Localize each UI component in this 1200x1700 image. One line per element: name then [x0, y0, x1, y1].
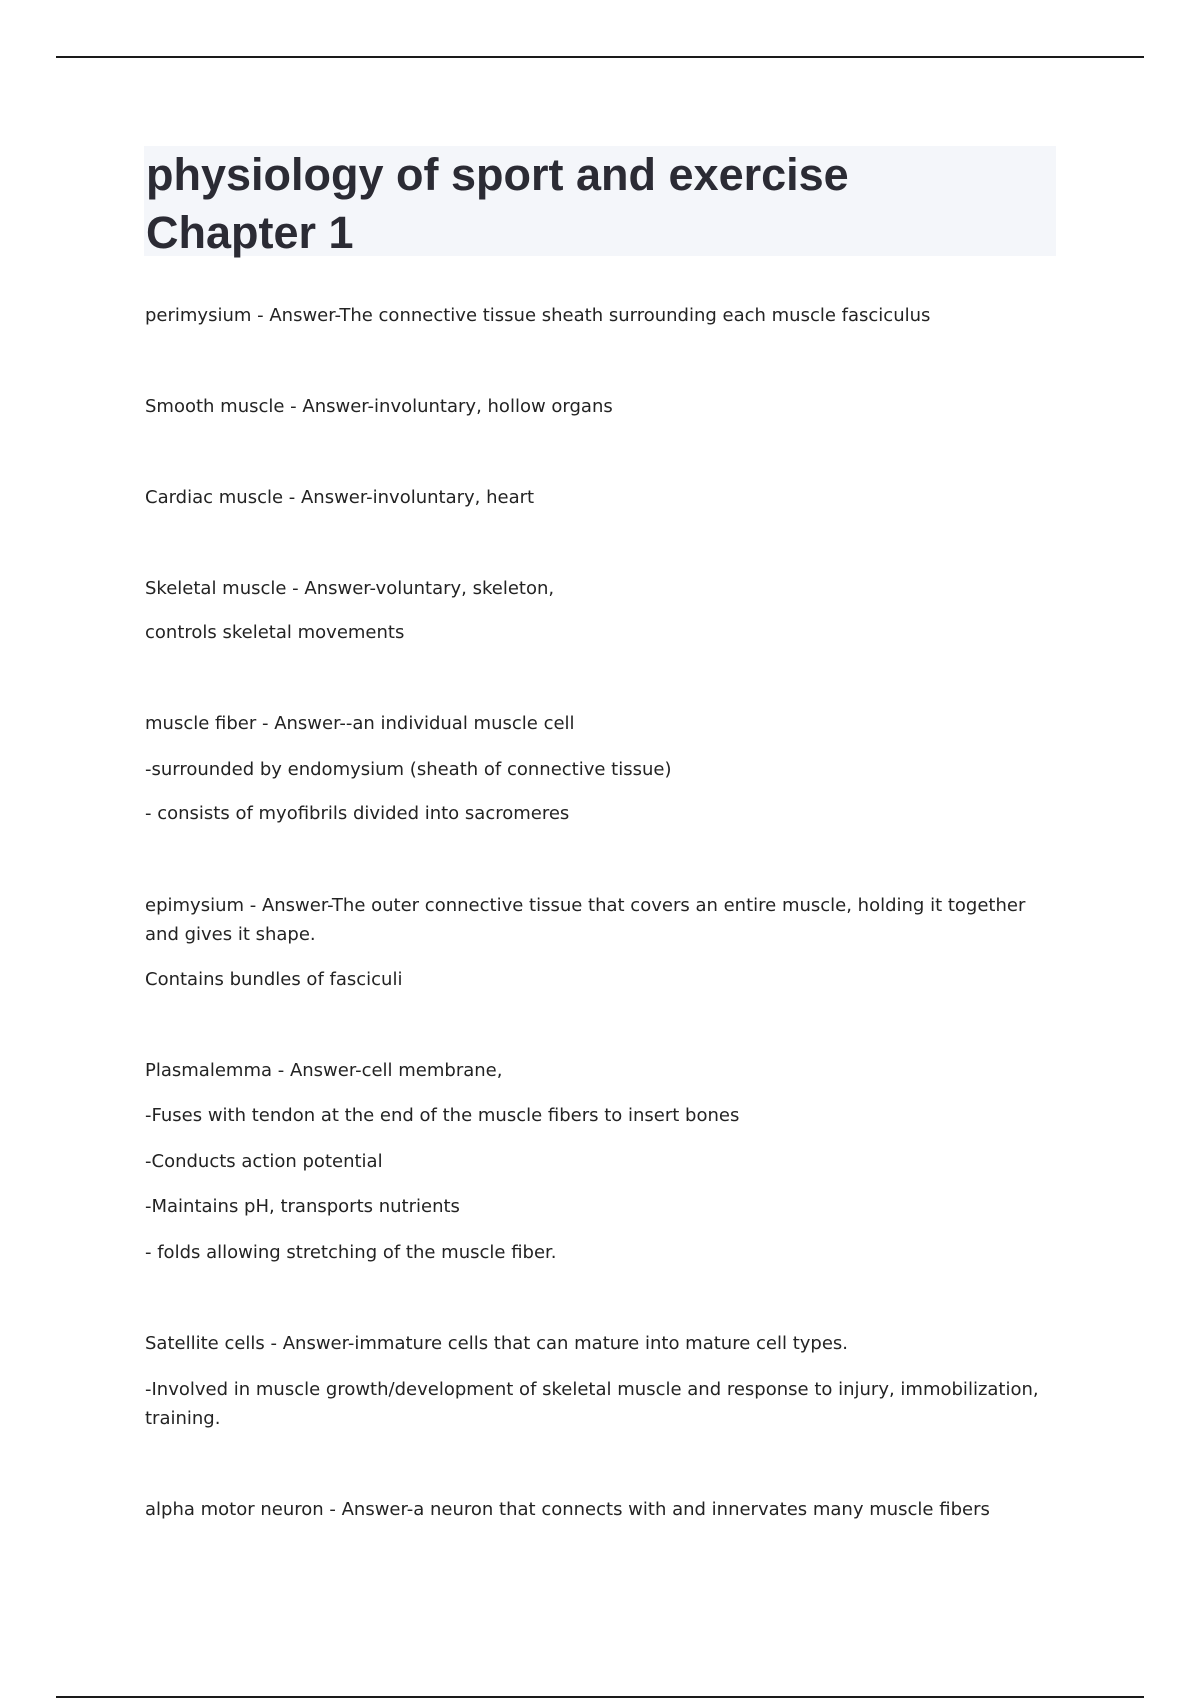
bottom-rule [56, 1696, 1144, 1698]
entry-satellite-cells: Satellite cells - Answer-immature cells that can mature into mature cell types. [145, 1333, 849, 1354]
entry-muscle-fiber-line2: -surrounded by endomysium (sheath of connective tissue) [145, 759, 672, 780]
entry-cardiac-muscle: Cardiac muscle - Answer-involuntary, heart [145, 487, 535, 508]
entry-epimysium: epimysium - Answer-The outer connective tissue that covers an entire muscle, holding it together [145, 895, 1026, 916]
document-title: physiology of sport and exercise [146, 149, 849, 200]
entry-satellite-cells-line2: -Involved in muscle growth/development of skeletal muscle and response to injury, immobilization, [145, 1379, 1039, 1400]
entry-skeletal-muscle: Skeletal muscle - Answer-voluntary, skeleton, [145, 578, 555, 599]
entry-perimysium: perimysium - Answer-The connective tissue sheath surrounding each muscle fasciculus [145, 305, 931, 326]
entry-plasmalemma-line3: -Conducts action potential [145, 1151, 383, 1172]
entry-muscle-fiber: muscle fiber - Answer--an individual muscle cell [145, 713, 575, 734]
top-rule [56, 56, 1144, 58]
document-subtitle: Chapter 1 [146, 207, 354, 258]
entry-satellite-cells-line3: training. [145, 1408, 221, 1429]
entry-skeletal-muscle-line2: controls skeletal movements [145, 622, 405, 643]
entry-plasmalemma-line2: -Fuses with tendon at the end of the muscle fibers to insert bones [145, 1105, 740, 1126]
entry-epimysium-line3: Contains bundles of fasciculi [145, 969, 403, 990]
entry-smooth-muscle: Smooth muscle - Answer-involuntary, hollow organs [145, 396, 613, 417]
entry-plasmalemma-line4: -Maintains pH, transports nutrients [145, 1196, 460, 1217]
entry-plasmalemma: Plasmalemma - Answer-cell membrane, [145, 1060, 503, 1081]
entry-muscle-fiber-line3: - consists of myofibrils divided into sacromeres [145, 803, 570, 824]
entry-epimysium-line2: and gives it shape. [145, 924, 316, 945]
entry-plasmalemma-line5: - folds allowing stretching of the muscle fiber. [145, 1242, 557, 1263]
entry-alpha-motor-neuron: alpha motor neuron - Answer-a neuron that connects with and innervates many muscle fibers [145, 1499, 990, 1520]
